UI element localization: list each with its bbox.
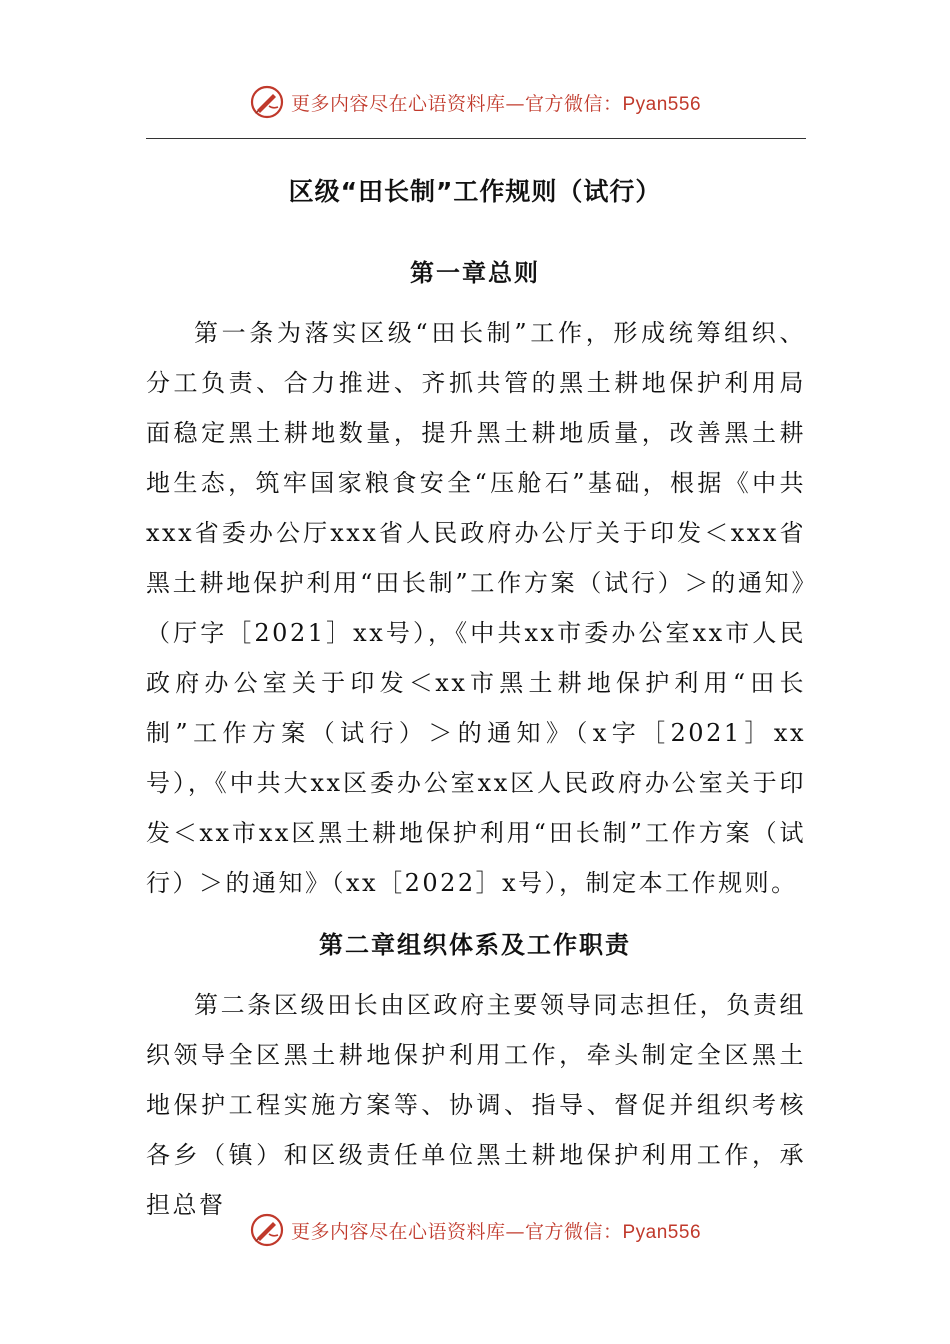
wechat-handle: Pyan556 (622, 93, 702, 115)
watermark-text: 更多内容尽在心语资料库—官方微信：Pyan556 (290, 92, 702, 115)
pen-logo-icon (249, 84, 285, 120)
header-divider (146, 138, 806, 139)
chapter-1-heading: 第一章总则 (410, 259, 540, 287)
pen-logo-icon (249, 1212, 285, 1248)
footer-watermark-banner (0, 1208, 950, 1252)
article-1-paragraph: 第一条为落实区级“田长制”工作，形成统筹组织、分工负责、合力推进、齐抓共管的黑土耕地保护利用局面稳定黑土耕地数量，提升黑土耕地质量，改善黑土耕地生态，筑牢国家粮食安全“压舱石”基础，根据《中共xxx省委办公厅xxx省人民政府办公厅关于印发＜xxx省黑土耕地保护利用“田长制”工作方案（试行）＞的通知》（厅字［2021］xx号），《中共xx市委办公室xx市人民政府办公室关于印发＜xx市黑土耕地保护利用“田长制”工作方案（试行）＞的通知》（x字［2021］xx号），《中共大xx区委办公室xx区人民政府办公室关于印发＜xx市xx区黑土耕地保护利用“田长制”工作方案（试行）＞的通知》（xx［2022］x号），制定本工作规则。 (146, 319, 806, 897)
header-watermark-banner (0, 80, 950, 124)
watermark-text: 更多内容尽在心语资料库—官方微信：Pyan556 (290, 1220, 702, 1243)
wechat-handle: Pyan556 (622, 1221, 702, 1243)
chapter-2-heading: 第二章组织体系及工作职责 (319, 931, 631, 959)
document-title: 区级“田长制”工作规则（试行） (288, 177, 662, 206)
article-2-paragraph: 第二条区级田长由区政府主要领导同志担任，负责组织领导全区黑土耕地保护利用工作，牵头制定全区黑土地保护工程实施方案等、协调、指导、督促并组织考核各乡（镇）和区级责任单位黑土耕地保护利用工作，承担总督 (146, 991, 806, 1219)
